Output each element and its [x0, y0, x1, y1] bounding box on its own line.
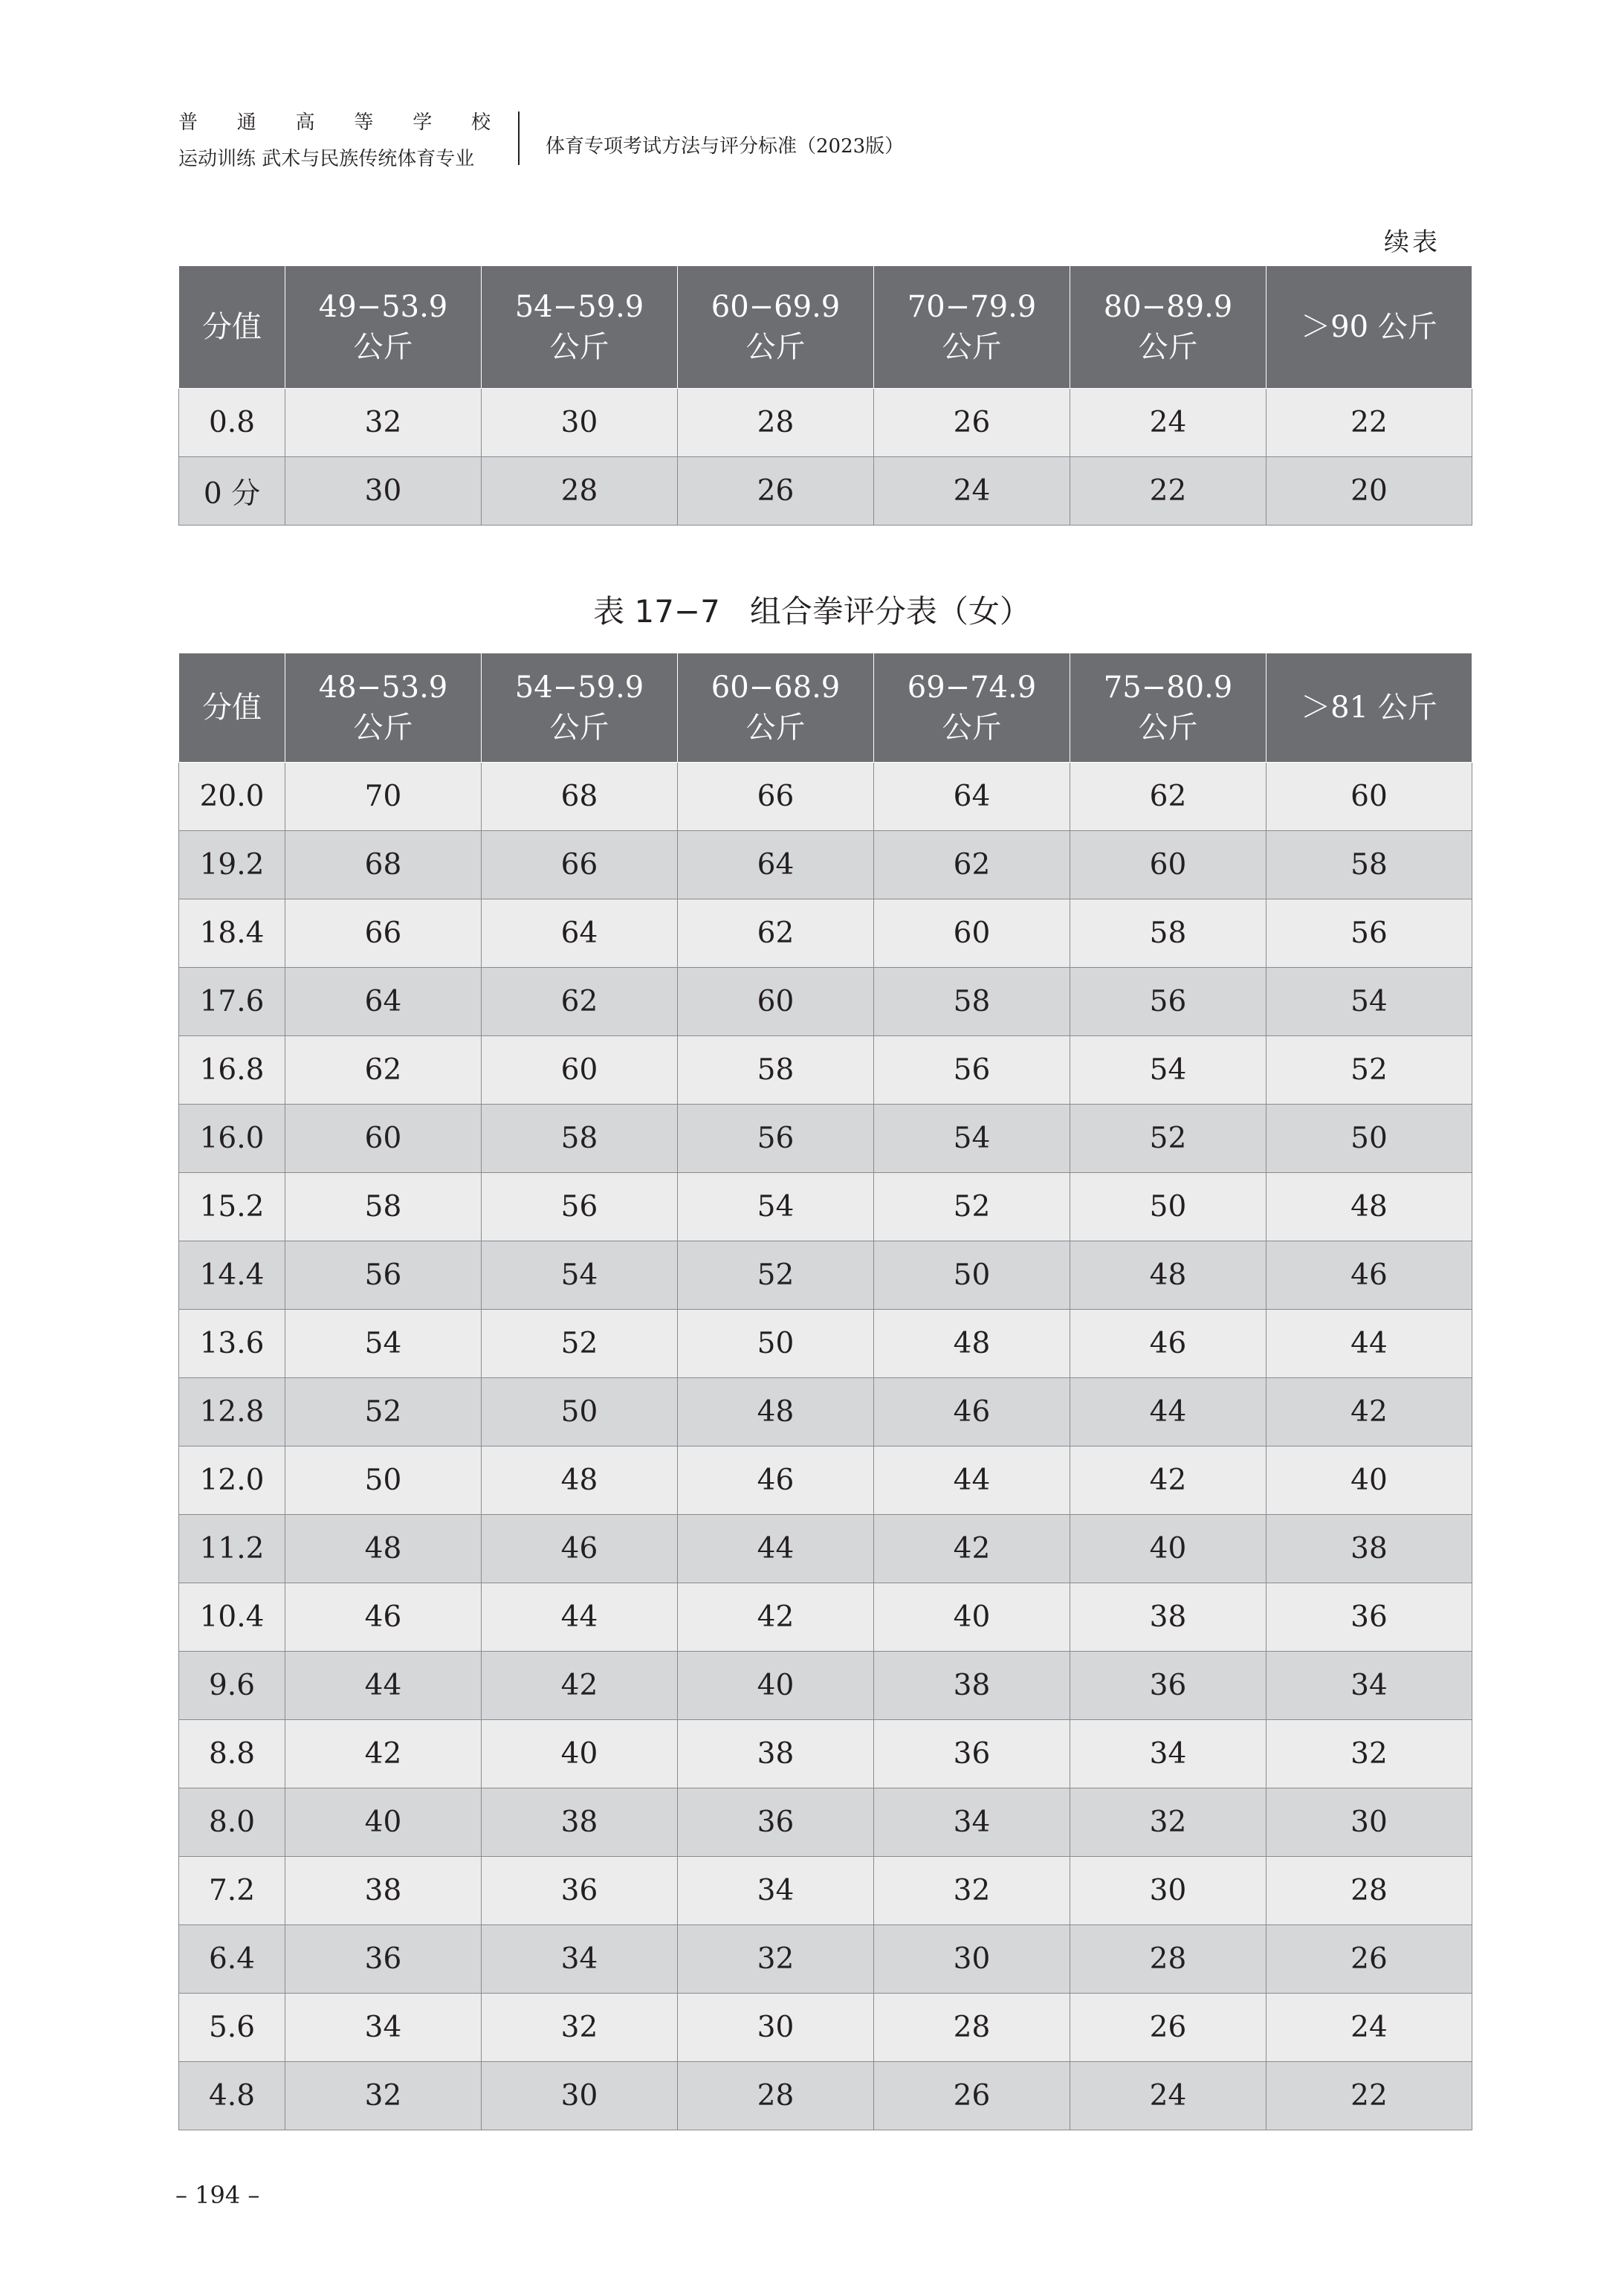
- value-cell: 40: [1266, 1447, 1472, 1515]
- table-row: [179, 1447, 1472, 1515]
- value-cell: 54: [482, 1241, 678, 1310]
- value-cell: 30: [1266, 1788, 1472, 1857]
- column-header-score: [179, 266, 285, 389]
- value-cell: 52: [1266, 1036, 1472, 1105]
- value-cell: 38: [482, 1788, 678, 1857]
- value-cell: 24: [1070, 389, 1266, 457]
- table-header: [179, 266, 1472, 389]
- value-cell: 54: [1070, 1036, 1266, 1105]
- column-header-line: 54−59.9: [514, 290, 644, 324]
- score-cell: 6.4: [179, 1925, 285, 1994]
- table-row: [179, 1720, 1472, 1788]
- column-header-weight-class: [678, 653, 874, 763]
- value-cell: 52: [482, 1310, 678, 1378]
- value-cell: 62: [482, 968, 678, 1036]
- page-number: – 194 –: [175, 2181, 260, 2209]
- value-cell: 46: [678, 1447, 874, 1515]
- score-cell: 12.0: [179, 1447, 285, 1515]
- value-cell: 66: [482, 831, 678, 899]
- table-row: [179, 457, 1472, 526]
- value-cell: 48: [285, 1515, 482, 1583]
- score-cell: 7.2: [179, 1857, 285, 1925]
- column-header-weight-class: [874, 266, 1070, 389]
- value-cell: 56: [1070, 968, 1266, 1036]
- value-cell: 22: [1070, 457, 1266, 526]
- table-row: [179, 2062, 1472, 2130]
- value-cell: 60: [678, 968, 874, 1036]
- table-number: 表 17−7: [593, 593, 720, 630]
- value-cell: 20: [1266, 457, 1472, 526]
- value-cell: 38: [1266, 1515, 1472, 1583]
- running-header-left: [178, 110, 491, 174]
- column-header-line: 分值: [202, 691, 262, 725]
- value-cell: 64: [874, 763, 1070, 831]
- table-row: [179, 1857, 1472, 1925]
- value-cell: 46: [1070, 1310, 1266, 1378]
- column-header-line: 49−53.9: [318, 290, 448, 324]
- table-row: [179, 899, 1472, 968]
- value-cell: 44: [1070, 1378, 1266, 1447]
- value-cell: 22: [1266, 2062, 1472, 2130]
- column-header-line: 54−59.9: [514, 670, 644, 705]
- score-cell: 0 分: [179, 457, 285, 526]
- value-cell: 56: [482, 1173, 678, 1241]
- value-cell: 38: [285, 1857, 482, 1925]
- value-cell: 48: [1266, 1173, 1472, 1241]
- score-cell: 0.8: [179, 389, 285, 457]
- value-cell: 34: [1266, 1652, 1472, 1720]
- value-cell: 48: [874, 1310, 1070, 1378]
- value-cell: 32: [874, 1857, 1070, 1925]
- value-cell: 28: [678, 389, 874, 457]
- column-header-weight-class: [1070, 266, 1266, 389]
- series-title-char: 等: [354, 111, 374, 134]
- value-cell: 70: [285, 763, 482, 831]
- value-cell: 50: [874, 1241, 1070, 1310]
- value-cell: 40: [285, 1788, 482, 1857]
- table-row: [179, 1173, 1472, 1241]
- value-cell: 54: [678, 1173, 874, 1241]
- series-title-char: 通: [236, 111, 256, 134]
- value-cell: 34: [285, 1994, 482, 2062]
- value-cell: 62: [285, 1036, 482, 1105]
- score-cell: 10.4: [179, 1583, 285, 1652]
- header-row: [179, 266, 1472, 389]
- column-header-line: 70−79.9: [907, 290, 1037, 324]
- value-cell: 32: [1070, 1788, 1266, 1857]
- value-cell: 64: [678, 831, 874, 899]
- header-row: [179, 653, 1472, 763]
- value-cell: 34: [482, 1925, 678, 1994]
- table-row: [179, 1925, 1472, 1994]
- score-cell: 16.8: [179, 1036, 285, 1105]
- value-cell: 28: [482, 457, 678, 526]
- value-cell: 30: [482, 2062, 678, 2130]
- value-cell: 42: [874, 1515, 1070, 1583]
- column-header-line: 69−74.9: [907, 670, 1037, 705]
- value-cell: 28: [874, 1994, 1070, 2062]
- score-cell: 13.6: [179, 1310, 285, 1378]
- score-cell: 12.8: [179, 1378, 285, 1447]
- column-header-line: ＞81 公斤: [1301, 691, 1437, 725]
- column-header-line: 60−69.9: [711, 290, 841, 324]
- table-body: [179, 763, 1472, 2130]
- value-cell: 30: [285, 457, 482, 526]
- value-cell: 50: [1266, 1105, 1472, 1173]
- value-cell: 58: [1070, 899, 1266, 968]
- value-cell: 26: [678, 457, 874, 526]
- value-cell: 38: [874, 1652, 1070, 1720]
- value-cell: 60: [285, 1105, 482, 1173]
- column-header-weight-class: [1070, 653, 1266, 763]
- table-row: [179, 1994, 1472, 2062]
- value-cell: 36: [285, 1925, 482, 1994]
- value-cell: 40: [482, 1720, 678, 1788]
- value-cell: 54: [285, 1310, 482, 1378]
- score-cell: 14.4: [179, 1241, 285, 1310]
- column-header-weight-class: [678, 266, 874, 389]
- column-header-line: 75−80.9: [1103, 670, 1233, 705]
- value-cell: 30: [874, 1925, 1070, 1994]
- value-cell: 50: [1070, 1173, 1266, 1241]
- major-title: 运动训练 武术与民族传统体育专业: [178, 148, 475, 170]
- value-cell: 38: [1070, 1583, 1266, 1652]
- value-cell: 64: [482, 899, 678, 968]
- score-cell: 8.0: [179, 1788, 285, 1857]
- table-row: [179, 1515, 1472, 1583]
- value-cell: 40: [874, 1583, 1070, 1652]
- value-cell: 46: [285, 1583, 482, 1652]
- score-cell: 11.2: [179, 1515, 285, 1583]
- book-title: 体育专项考试方法与评分标准（2023版）: [546, 135, 905, 158]
- value-cell: 48: [678, 1378, 874, 1447]
- column-header-line: ＞90 公斤: [1301, 310, 1437, 344]
- column-header-unit: 公斤: [1138, 330, 1198, 364]
- value-cell: 32: [1266, 1720, 1472, 1788]
- column-header-unit: 公斤: [353, 330, 413, 364]
- table-caption: [0, 587, 1624, 632]
- value-cell: 42: [678, 1583, 874, 1652]
- value-cell: 24: [1266, 1994, 1472, 2062]
- score-cell: 16.0: [179, 1105, 285, 1173]
- value-cell: 22: [1266, 389, 1472, 457]
- value-cell: 58: [482, 1105, 678, 1173]
- column-header-weight-class: [1266, 266, 1472, 389]
- value-cell: 34: [678, 1857, 874, 1925]
- table-row: [179, 763, 1472, 831]
- value-cell: 60: [1266, 763, 1472, 831]
- value-cell: 46: [1266, 1241, 1472, 1310]
- value-cell: 24: [874, 457, 1070, 526]
- value-cell: 48: [1070, 1241, 1266, 1310]
- column-header-unit: 公斤: [1138, 711, 1198, 745]
- value-cell: 56: [1266, 899, 1472, 968]
- value-cell: 46: [482, 1515, 678, 1583]
- value-cell: 58: [1266, 831, 1472, 899]
- series-title-char: 校: [470, 111, 491, 134]
- score-cell: 5.6: [179, 1994, 285, 2062]
- table-row: [179, 1036, 1472, 1105]
- column-header-line: 80−89.9: [1103, 290, 1233, 324]
- column-header-line: 48−53.9: [318, 670, 448, 705]
- column-header-weight-class: [285, 653, 482, 763]
- table-row: [179, 1241, 1472, 1310]
- value-cell: 26: [1266, 1925, 1472, 1994]
- column-header-unit: 公斤: [942, 330, 1002, 364]
- score-cell: 4.8: [179, 2062, 285, 2130]
- value-cell: 68: [482, 763, 678, 831]
- value-cell: 58: [874, 968, 1070, 1036]
- value-cell: 26: [874, 2062, 1070, 2130]
- value-cell: 42: [285, 1720, 482, 1788]
- value-cell: 66: [678, 763, 874, 831]
- value-cell: 56: [285, 1241, 482, 1310]
- value-cell: 36: [1070, 1652, 1266, 1720]
- value-cell: 50: [482, 1378, 678, 1447]
- series-title-char: 学: [413, 111, 433, 134]
- table-row: [179, 831, 1472, 899]
- value-cell: 36: [678, 1788, 874, 1857]
- column-header-unit: 公斤: [353, 711, 413, 745]
- value-cell: 32: [285, 2062, 482, 2130]
- table-header: [179, 653, 1472, 763]
- value-cell: 26: [1070, 1994, 1266, 2062]
- value-cell: 50: [285, 1447, 482, 1515]
- score-table-combination-punch-female: [178, 653, 1472, 2130]
- value-cell: 28: [1070, 1925, 1266, 1994]
- continued-table-label: 续表: [1384, 227, 1440, 257]
- table-row: [179, 1583, 1472, 1652]
- value-cell: 28: [678, 2062, 874, 2130]
- series-title: [178, 110, 491, 135]
- value-cell: 54: [1266, 968, 1472, 1036]
- column-header-weight-class: [482, 653, 678, 763]
- table-row: [179, 1788, 1472, 1857]
- table-row: [179, 389, 1472, 457]
- value-cell: 66: [285, 899, 482, 968]
- value-cell: 46: [874, 1378, 1070, 1447]
- table-row: [179, 968, 1472, 1036]
- value-cell: 34: [1070, 1720, 1266, 1788]
- value-cell: 28: [1266, 1857, 1472, 1925]
- score-cell: 20.0: [179, 763, 285, 831]
- value-cell: 30: [1070, 1857, 1266, 1925]
- value-cell: 56: [874, 1036, 1070, 1105]
- value-cell: 44: [285, 1652, 482, 1720]
- value-cell: 32: [285, 389, 482, 457]
- score-cell: 8.8: [179, 1720, 285, 1788]
- value-cell: 24: [1070, 2062, 1266, 2130]
- value-cell: 64: [285, 968, 482, 1036]
- value-cell: 48: [482, 1447, 678, 1515]
- column-header-weight-class: [1266, 653, 1472, 763]
- value-cell: 60: [874, 899, 1070, 968]
- value-cell: 58: [678, 1036, 874, 1105]
- value-cell: 56: [678, 1105, 874, 1173]
- value-cell: 60: [482, 1036, 678, 1105]
- score-cell: 19.2: [179, 831, 285, 899]
- value-cell: 62: [1070, 763, 1266, 831]
- score-cell: 15.2: [179, 1173, 285, 1241]
- column-header-unit: 公斤: [549, 711, 609, 745]
- value-cell: 52: [1070, 1105, 1266, 1173]
- value-cell: 62: [678, 899, 874, 968]
- value-cell: 36: [874, 1720, 1070, 1788]
- table-row: [179, 1652, 1472, 1720]
- column-header-score: [179, 653, 285, 763]
- table-body: [179, 389, 1472, 526]
- series-title-char: 普: [178, 111, 198, 134]
- score-cell: 18.4: [179, 899, 285, 968]
- table-row: [179, 1378, 1472, 1447]
- value-cell: 36: [1266, 1583, 1472, 1652]
- value-cell: 52: [678, 1241, 874, 1310]
- table-row: [179, 1105, 1472, 1173]
- column-header-weight-class: [874, 653, 1070, 763]
- value-cell: 42: [1266, 1378, 1472, 1447]
- score-cell: 17.6: [179, 968, 285, 1036]
- value-cell: 38: [678, 1720, 874, 1788]
- value-cell: 40: [678, 1652, 874, 1720]
- table-title: 组合拳评分表（女）: [749, 593, 1031, 630]
- value-cell: 54: [874, 1105, 1070, 1173]
- header-divider: [518, 111, 520, 165]
- value-cell: 36: [482, 1857, 678, 1925]
- column-header-line: 60−68.9: [711, 670, 841, 705]
- value-cell: 44: [1266, 1310, 1472, 1378]
- value-cell: 58: [285, 1173, 482, 1241]
- value-cell: 30: [678, 1994, 874, 2062]
- table-row: [179, 1310, 1472, 1378]
- score-table-continued: [178, 265, 1472, 526]
- value-cell: 50: [678, 1310, 874, 1378]
- value-cell: 68: [285, 831, 482, 899]
- value-cell: 34: [874, 1788, 1070, 1857]
- value-cell: 44: [874, 1447, 1070, 1515]
- value-cell: 52: [285, 1378, 482, 1447]
- value-cell: 44: [678, 1515, 874, 1583]
- series-title-char: 高: [295, 111, 315, 134]
- column-header-weight-class: [285, 266, 482, 389]
- value-cell: 52: [874, 1173, 1070, 1241]
- value-cell: 44: [482, 1583, 678, 1652]
- column-header-unit: 公斤: [549, 330, 609, 364]
- value-cell: 40: [1070, 1515, 1266, 1583]
- value-cell: 26: [874, 389, 1070, 457]
- value-cell: 62: [874, 831, 1070, 899]
- value-cell: 42: [1070, 1447, 1266, 1515]
- value-cell: 32: [678, 1925, 874, 1994]
- column-header-weight-class: [482, 266, 678, 389]
- score-cell: 9.6: [179, 1652, 285, 1720]
- column-header-unit: 公斤: [942, 711, 1002, 745]
- column-header-unit: 公斤: [745, 330, 806, 364]
- value-cell: 60: [1070, 831, 1266, 899]
- column-header-unit: 公斤: [745, 711, 806, 745]
- value-cell: 42: [482, 1652, 678, 1720]
- value-cell: 32: [482, 1994, 678, 2062]
- column-header-line: 分值: [202, 310, 262, 344]
- value-cell: 30: [482, 389, 678, 457]
